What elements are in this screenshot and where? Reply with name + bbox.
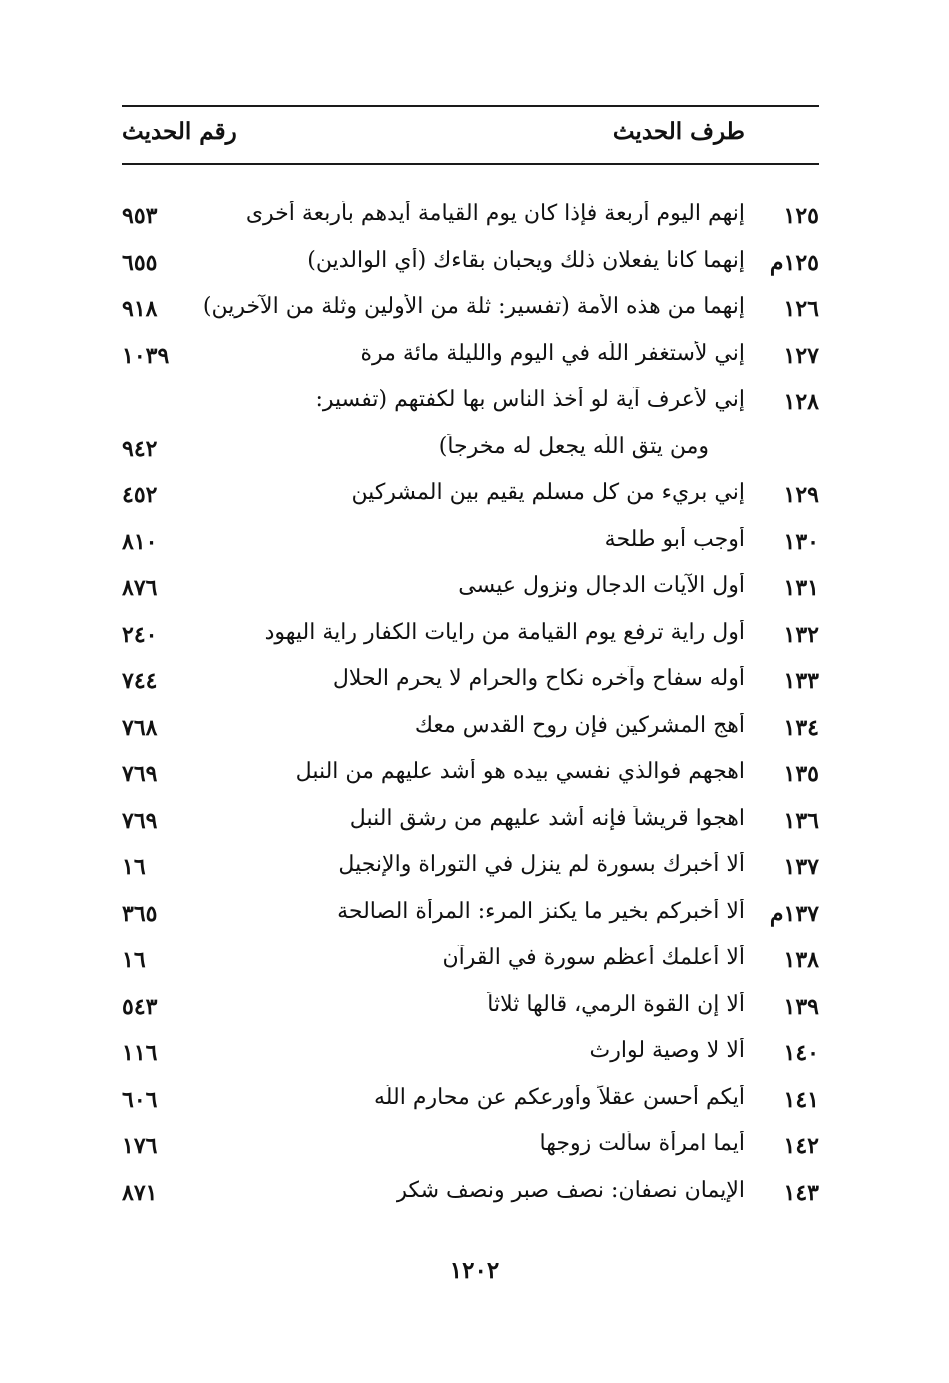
entry-number: ١٣٧م bbox=[769, 900, 819, 927]
table-row bbox=[0, 428, 949, 475]
entry-number: ١٣٤ bbox=[783, 714, 819, 741]
hadith-reference-number: ٩٤٢ bbox=[122, 435, 158, 462]
column-header-number: رقم الحديث bbox=[122, 118, 237, 145]
hadith-reference-number: ١١٦ bbox=[122, 1040, 158, 1066]
hadith-reference-number: ٥٤٣ bbox=[122, 993, 158, 1020]
hadith-phrase: ألا أخبركم بخير ما يكنز المرء: المرأة الصالحة bbox=[337, 898, 745, 924]
column-header-phrase: طرف الحديث bbox=[612, 118, 745, 145]
hadith-reference-number: ٦٠٦ bbox=[122, 1086, 158, 1113]
entry-number: ١٤٠ bbox=[783, 1040, 819, 1066]
entry-number: ١٤١ bbox=[783, 1086, 819, 1113]
table-row bbox=[0, 288, 949, 335]
hadith-phrase: إنهم اليوم أربعة فإذا كان يوم القيامة أيدهم بأربعة أخرى bbox=[245, 201, 745, 226]
entry-number: ١٣٣ bbox=[783, 668, 819, 694]
table-row bbox=[0, 335, 949, 382]
entry-number: ١٣٢ bbox=[783, 621, 819, 648]
table-row bbox=[0, 381, 949, 428]
hadith-reference-number: ٨١٠ bbox=[122, 528, 158, 555]
table-row bbox=[0, 1125, 949, 1172]
table-row bbox=[0, 1032, 949, 1079]
hadith-phrase: إنهما كانا يفعلان ذلك ويحبان بقاءك (أي الوالدين) bbox=[307, 247, 745, 273]
hadith-reference-number: ٣٦٥ bbox=[122, 900, 158, 927]
hadith-phrase: أوله سفاح وآخره نكاح والحرام لا يحرم الحلال bbox=[332, 666, 745, 691]
hadith-reference-number: ٦٥٥ bbox=[122, 249, 158, 276]
hadith-phrase: اهجهم فوالذي نفسي بيده هو أشد عليهم من النبل bbox=[295, 759, 745, 784]
table-row bbox=[0, 521, 949, 568]
hadith-phrase: ألا أخبرك بسورة لم ينزل في التوراة والإنجيل bbox=[338, 852, 745, 877]
hadith-reference-number: ١٧٦ bbox=[122, 1133, 158, 1159]
table-row bbox=[0, 195, 949, 242]
hadith-phrase: أيكم أحسن عقلاً وأورعكم عن محارم اللّه bbox=[373, 1084, 745, 1110]
table-row bbox=[0, 846, 949, 893]
table-row bbox=[0, 660, 949, 707]
hadith-phrase: الإيمان نصفان: نصف صبر ونصف شكر bbox=[396, 1177, 745, 1203]
hadith-phrase: إني بريء من كل مسلم يقيم بين المشركين bbox=[351, 480, 745, 505]
entry-number: ١٢٨ bbox=[783, 389, 819, 415]
hadith-reference-number: ٩١٨ bbox=[122, 296, 158, 322]
entry-number: ١٣٦ bbox=[783, 807, 819, 834]
hadith-reference-number: ١٠٣٩ bbox=[122, 342, 170, 369]
hadith-phrase: إني لأستغفر اللّه في اليوم والليلة مائة مرة bbox=[360, 340, 745, 366]
header-top-rule bbox=[122, 105, 819, 107]
entry-number: ١٣٧ bbox=[783, 854, 819, 880]
hadith-phrase: ومن يتق اللّه يجعل له مخرجاً) bbox=[438, 433, 709, 459]
entry-number: ١٣٨ bbox=[783, 947, 819, 973]
entry-number: ١٤٢ bbox=[783, 1133, 819, 1159]
hadith-phrase: ألا أعلمك أعظم سورة في القرآن bbox=[442, 945, 745, 970]
table-row bbox=[0, 1172, 949, 1219]
entry-number: ١٢٦ bbox=[783, 296, 819, 322]
hadith-reference-number: ٧٦٩ bbox=[122, 807, 158, 834]
table-row bbox=[0, 707, 949, 754]
entry-number: ١٢٧ bbox=[783, 342, 819, 369]
hadith-phrase: إني لأعرف آية لو أخذ الناس بها لكفتهم (تفسير: bbox=[315, 387, 745, 412]
table-row bbox=[0, 614, 949, 661]
hadith-reference-number: ٨٧٦ bbox=[122, 575, 158, 601]
table-row bbox=[0, 753, 949, 800]
hadith-reference-number: ١٦ bbox=[122, 947, 146, 973]
entry-number: ١٢٥ bbox=[783, 203, 819, 229]
hadith-reference-number: ١٦ bbox=[122, 854, 146, 880]
table-row bbox=[0, 242, 949, 289]
hadith-phrase: أول راية ترفع يوم القيامة من رايات الكفار راية اليهود bbox=[264, 619, 745, 645]
hadith-phrase: اهجوا قريشاً فإنه أشد عليهم من رشق النبل bbox=[349, 805, 745, 831]
hadith-phrase: إنهما من هذه الأمة (تفسير: ثلة من الأولين وثلة من الآخرين) bbox=[202, 294, 745, 319]
hadith-reference-number: ٩٥٣ bbox=[122, 203, 158, 229]
hadith-reference-number: ٧٦٨ bbox=[122, 714, 158, 741]
table-row bbox=[0, 800, 949, 847]
hadith-index-list bbox=[0, 195, 949, 1218]
hadith-reference-number: ٢٤٠ bbox=[122, 621, 158, 648]
page-number: ١٢٠٢ bbox=[449, 1257, 500, 1284]
hadith-reference-number: ٧٤٤ bbox=[122, 668, 158, 694]
table-row bbox=[0, 986, 949, 1033]
entry-number: ١٢٥م bbox=[769, 249, 819, 276]
entry-number: ١٣٩ bbox=[783, 993, 819, 1020]
entry-number: ١٤٣ bbox=[783, 1179, 819, 1206]
hadith-reference-number: ٨٧١ bbox=[122, 1179, 158, 1206]
hadith-phrase: أهج المشركين فإن روح القدس معك bbox=[414, 712, 745, 738]
table-row bbox=[0, 893, 949, 940]
entry-number: ١٣٥ bbox=[783, 761, 819, 787]
entry-number: ١٣٠ bbox=[783, 528, 819, 555]
hadith-phrase: أيما امرأة سألت زوجها bbox=[539, 1131, 745, 1156]
table-row bbox=[0, 474, 949, 521]
hadith-phrase: ألا إن القوة الرمي، قالها ثلاثاً bbox=[487, 991, 745, 1017]
hadith-phrase: ألا لا وصية لوارث bbox=[589, 1038, 745, 1063]
entry-number: ١٢٩ bbox=[783, 482, 819, 508]
hadith-reference-number: ٧٦٩ bbox=[122, 761, 158, 787]
table-row bbox=[0, 567, 949, 614]
table-row bbox=[0, 939, 949, 986]
hadith-reference-number: ٤٥٢ bbox=[122, 482, 158, 508]
hadith-phrase: أول الآيات الدجال ونزول عيسى bbox=[458, 573, 745, 598]
table-row bbox=[0, 1079, 949, 1126]
header-bottom-rule bbox=[122, 163, 819, 165]
entry-number: ١٣١ bbox=[783, 575, 819, 601]
hadith-phrase: أوجب أبو طلحة bbox=[604, 526, 745, 552]
